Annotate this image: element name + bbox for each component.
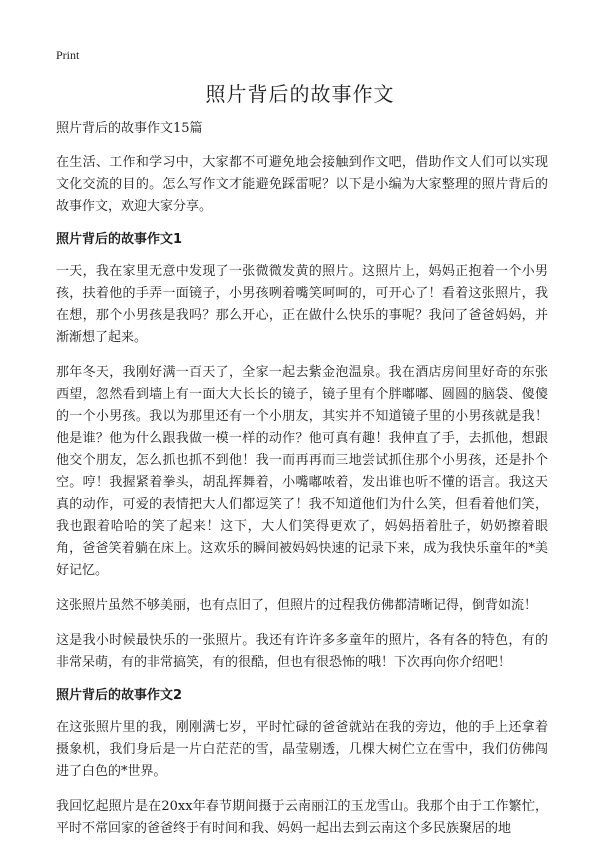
paragraph: 一天，我在家里无意中发现了一张微微发黄的照片。这照片上，妈妈正抱着一个小男孩，扶着他的手弄一面镜子，小男孩咧着嘴笑呵呵的，可开心了！看着这张照片，我在想，那个小男孩是我吗？那么开心，正在做什么快乐的事呢？我问了爸爸妈妈，并渐渐想了起来。 — [56, 264, 548, 345]
article-subtitle: 照片背后的故事作文15篇 — [56, 121, 203, 136]
section-heading: 照片背后的故事作文2 — [56, 688, 183, 703]
paragraph: 这是我小时候最快乐的一张照片。我还有许许多多童年的照片，各有各的特色，有的非常呆萌，有的非常搞笑，有的很酷，但也有很恐怖的哦！下次再向你介绍吧！ — [56, 633, 548, 670]
paragraph: 这张照片虽然不够美丽，也有点旧了，但照片的过程我仿佛都清晰记得，倒背如流！ — [56, 598, 538, 613]
intro-paragraph: 在生活、工作和学习中，大家都不可避免地会接触到作文吧，借助作文人们可以实现文化交流的目的。怎么写作文才能避免踩雷呢？以下是小编为大家整理的照片背后的故事作文，欢迎大家分享。 — [56, 155, 548, 214]
page-title: 照片背后的故事作文 — [205, 82, 395, 106]
article-body — [56, 120, 548, 853]
section-heading: 照片背后的故事作文1 — [56, 232, 183, 247]
paragraph: 那年冬天，我刚好满一百天了，全家一起去紫金泡温泉。我在酒店房间里好奇的东张西望，忽然看到墙上有一面大大长长的镜子，镜子里有个胖嘟嘟、圆圆的脑袋、傻傻的一个小男孩。我以为那里还有一个小朋友，其实并不知道镜子里的小男孩就是我！他是谁？他为什么跟我做一模一样的动作？他可真有趣！我伸直了手，去抓他，想跟他交个朋友，怎么抓也抓不到他！我一而再再而三地尝试抓住那个小男孩，还是扑个空。哼！我握紧着拳头，胡乱挥舞着，小嘴嘟哝着，发出谁也听不懂的语言。我这天真的动作，可爱的表情把大人们都逗笑了！我不知道他们为什么笑，但看着他们笑，我也跟着哈哈的笑了起来！这下，大人们笑得更欢了，妈妈捂着肚子，奶奶擦着眼角，爸爸笑着躺在床上。这欢乐的瞬间被妈妈快速的记录下来，成为我快乐童年的*美好记忆。 — [56, 365, 548, 578]
print-link[interactable]: Print — [56, 48, 80, 62]
paragraph: 我回忆起照片是在20xx年春节期间摄于云南丽江的玉龙雪山。我那个由于工作繁忙，平时不常回家的爸爸终于有时间和我、妈妈一起出去到云南这个多民族聚居的地 — [56, 799, 548, 836]
paragraph: 在这张照片里的我，刚刚满七岁，平时忙碌的爸爸就站在我的旁边，他的手上还拿着摄象机，我们身后是一片白茫茫的雪，晶莹剔透，几棵大树伫立在雪中，我们仿佛闯进了白色的*世界。 — [56, 720, 548, 779]
